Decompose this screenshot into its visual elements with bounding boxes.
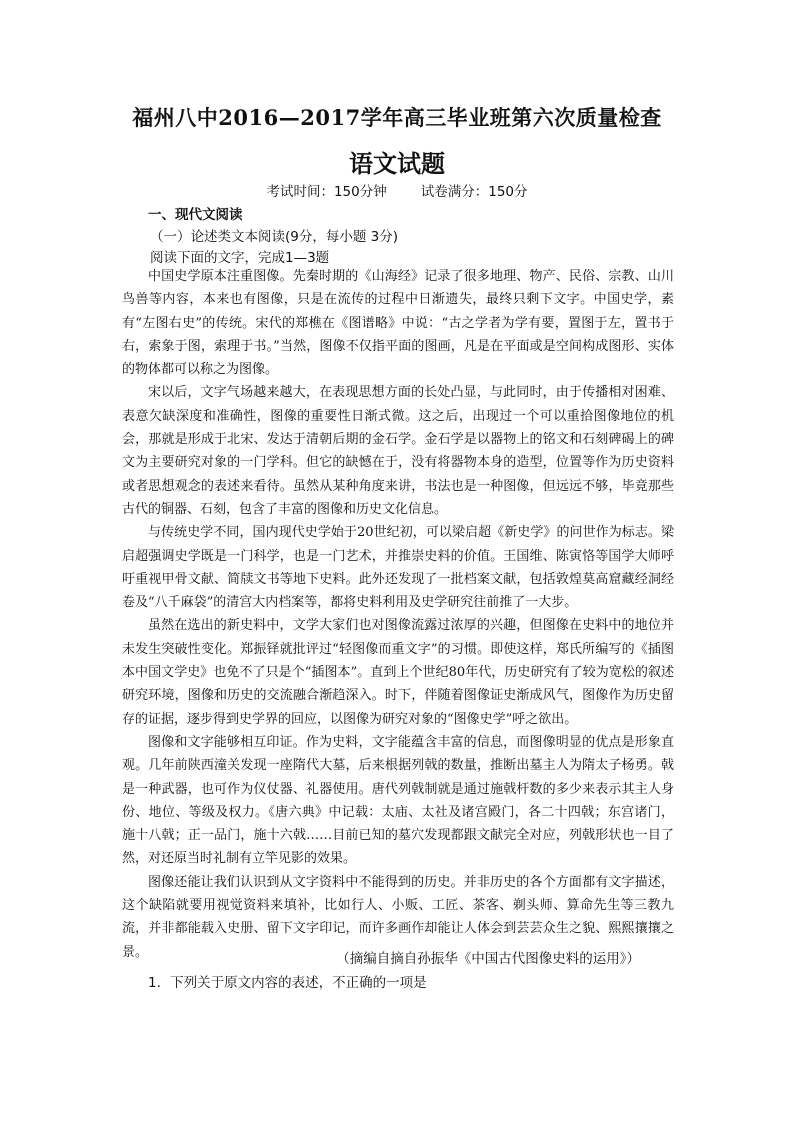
- exam-subject-title: 语文试题: [349, 149, 445, 178]
- article-source: （摘编自摘自孙振华《中国古代图像史料的运用》）: [336, 951, 640, 967]
- article-paragraph: 与传统史学不同，国内现代史学始于20世纪初，可以梁启超《新史学》的问世作为标志。梁启超强调史学既是一门科学，也是一门艺术，并推崇史料的价值。王国维、陈寅恪等国学大师呼吁重视甲骨文献、简牍文书等地下史料。此外还发现了一批档案文献，包括敦煌莫高窟藏经洞经卷及“八千麻袋”的清宫大内档案等，都将史料利用及史学研究往前推了一大步。: [122, 525, 674, 611]
- question-1: 1．下列关于原文内容的表述，不正确的一项是: [148, 975, 427, 991]
- article-paragraph: 虽然在选出的新史料中，文学大家们也对图像流露过浓厚的兴趣，但图像在史料中的地位并未发生突破性变化。郑振铎就批评过“轻图像而重文字”的习惯。即使这样，郑氏所编写的《插图本中国文学史》也免不了只是个“插图本”。直到上个世纪80年代，历史研究有了较为宽松的叙述研究环境，图像和历史的交流融合渐趋深入。时下，伴随着图像证史渐成风气，图像作为历史留存的证据，逐步得到史学界的回应，以图像为研究对象的“图像史学”呼之欲出。: [122, 618, 674, 727]
- exam-info: [0, 180, 794, 200]
- article-body: [122, 265, 674, 964]
- exam-full-score: 试卷满分：150分: [420, 184, 528, 200]
- section-sub-heading: （一）论述类文本阅读(9分，每小题 3分): [150, 229, 399, 245]
- exam-title: 福州八中2016—2017学年高三毕业班第六次质量检查: [132, 105, 662, 130]
- article-paragraph: 图像还能让我们认识到从文字资料中不能得到的历史。并非历史的各个方面都有文字描述，这个缺陷就要用视觉资料来填补，比如行人、小贩、工匠、茶客、剃头师、算命先生等三教九流，并非都能载入史册、留下文字印记，而许多画作却能让人体会到芸芸众生之貌、熙熙攘攘之景。: [122, 874, 674, 960]
- exam-time: 考试时间：150分钟: [266, 184, 387, 200]
- section-heading: 一、现代文阅读: [148, 207, 243, 223]
- article-paragraph: 图像和文字能够相互印证。作为史料，文字能蕴含丰富的信息，而图像明显的优点是形象直观。几年前陕西潼关发现一座隋代大墓，后来根据列戟的数量，推断出墓主人为隋太子杨勇。戟是一种武器，也可作为仪仗器、礼器使用。唐代列戟制就是通过施戟杆数的多少来表示其主人身份、地位、等级及权力。《唐六典》中记载：太庙、太社及诸宫殿门，各二十四戟；东宫诸门，施十八戟；正一品门，施十六戟……目前已知的墓穴发现都跟文献完全对应，列戟形状也一目了然，对还原当时礼制有立竿见影的效果。: [122, 734, 674, 867]
- reading-instruction: 阅读下面的文字，完成1—3题: [150, 250, 330, 266]
- article-paragraph: 宋以后，文字气场越来越大，在表现思想方面的长处凸显，与此同时，由于传播相对困难、表意欠缺深度和准确性，图像的重要性日渐式微。这之后，出现过一个可以重拾图像地位的机会，那就是形成于北宋、发达于清朝后期的金石学。金石学是以器物上的铭文和石刻碑碣上的碑文为主要研究对象的一门学科。但它的缺憾在于，没有将器物本身的造型，位置等作为历史资料或者思想观念的表述来看待。虽然从某种角度来讲，书法也是一种图像，但远远不够，毕竟那些古代的铜器、石刻，包含了丰富的图像和历史文化信息。: [122, 385, 674, 517]
- article-paragraph: 中国史学原本注重图像。先秦时期的《山海经》记录了很多地理、物产、民俗、宗教、山川鸟兽等内容，本来也有图像，只是在流传的过程中日渐遗失，最终只剩下文字。中国史学，素有“左图右史”的传统。宋代的郑樵在《图谱略》中说：“古之学者为学有要，置图于左，置书于右，索象于图，索理于书。”当然，图像不仅指平面的图画，凡是在平面或是空间构成图形、实体的物体都可以称之为图像。: [122, 269, 674, 378]
